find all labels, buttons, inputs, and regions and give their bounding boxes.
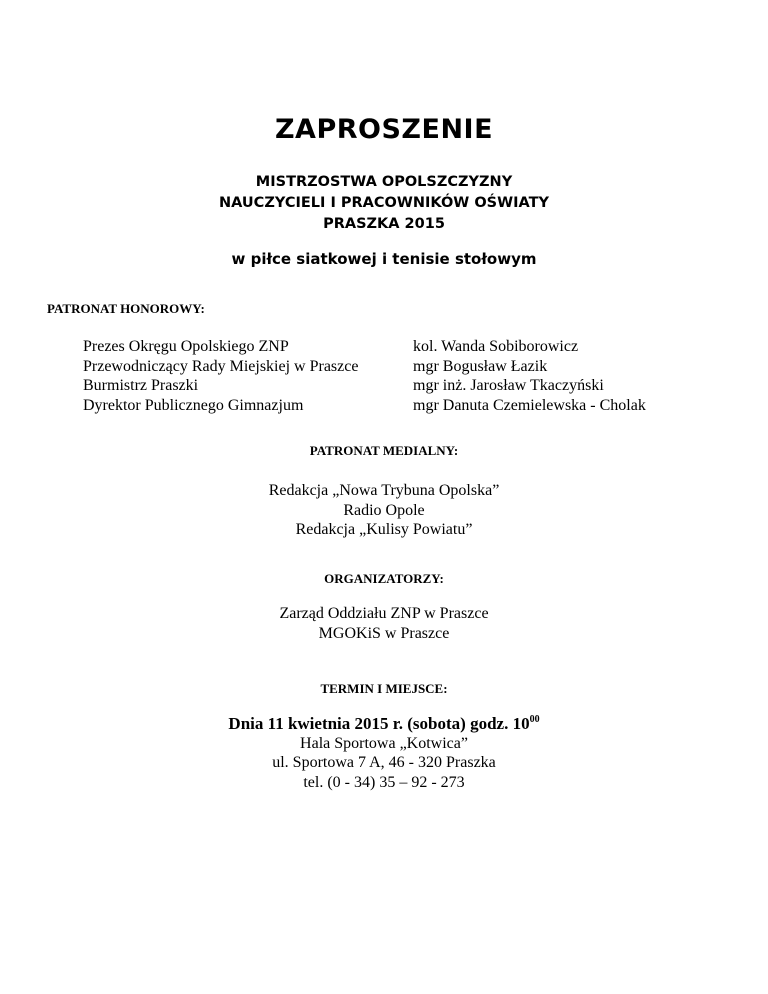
honorary-patronage-label: PATRONAT HONOROWY: [47,301,205,316]
subtitle-line-2: NAUCZYCIELI I PRACOWNIKÓW OŚWIATY [219,195,549,211]
honorary-roles-column [83,337,358,415]
event-date-text: Dnia 11 kwietnia 2015 r. (sobota) godz. 10 [228,714,530,733]
event-time-minutes: 00 [529,714,540,725]
organizer-item: MGOKiS w Praszce [318,624,450,642]
event-phone: tel. (0 - 34) 35 – 92 - 273 [303,773,465,791]
honorary-persons-column [413,337,646,415]
organizer-item: Zarząd Oddziału ZNP w Praszce [279,605,489,622]
document-title: ZAPROSZENIE [274,114,494,145]
event-date [0,714,768,734]
honorary-person: mgr inż. Jarosław Tkaczyński [413,377,604,394]
event-address: ul. Sportowa 7 A, 46 - 320 Praszka [272,754,496,771]
organizers-list [0,604,768,643]
honorary-role: Prezes Okręgu Opolskiego ZNP [83,338,289,355]
honorary-person: mgr Bogusław Łazik [413,357,548,375]
honorary-person: mgr Danuta Czemielewska - Cholak [413,396,646,414]
subtitle-line-3: PRASZKA 2015 [323,216,445,232]
honorary-role: Burmistrz Praszki [83,377,199,394]
subtitle-line-1: MISTRZOSTWA OPOLSZCZYZNY [255,174,513,190]
honorary-role: Dyrektor Publicznego Gimnazjum [83,396,304,414]
honorary-role: Przewodniczący Rady Miejskiej w Praszce [83,357,359,375]
honorary-person: kol. Wanda Sobiborowicz [413,338,579,355]
event-venue: Hala Sportowa „Kotwica” [300,734,468,752]
date-place-label: TERMIN I MIEJSCE: [320,681,448,696]
disciplines-heading: w piłce siatkowej i tenisie stołowym [231,250,537,268]
media-patronage-list [0,481,768,540]
media-patron-item: Redakcja „Kulisy Powiatu” [295,521,473,538]
media-patron-item: Radio Opole [343,501,425,519]
organizers-label: ORGANIZATORZY: [324,571,444,586]
media-patronage-label: PATRONAT MEDIALNY: [309,443,459,458]
date-place-details [0,714,768,792]
media-patron-item: Redakcja „Nowa Trybuna Opolska” [268,482,500,499]
